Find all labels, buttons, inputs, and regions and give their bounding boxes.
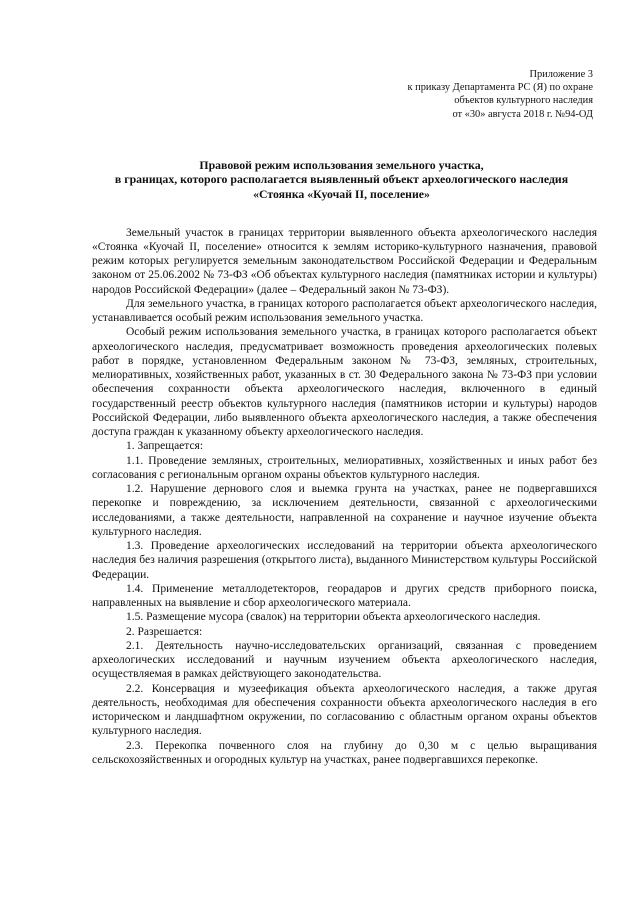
paragraph: 1. Запрещается: <box>126 440 204 453</box>
appendix-header <box>92 68 593 121</box>
paragraph: 2. Разрешается: <box>126 625 203 638</box>
paragraph: 1.5. Размещение мусора (свалок) на территории объекта археологического наследия. <box>126 611 541 624</box>
title-line: в границах, которого располагается выявленный объект археологического наследия <box>114 172 569 187</box>
paragraph: 1.4. Применение металлодетекторов, георадаров и других средств приборного поиска, направленных на выявление и сбор археологического материала. <box>92 582 597 610</box>
paragraph: 2.2. Консервация и музеефикация объекта археологического наследия, а также другая деятельность, необходимая для обеспечения сохранности объекта археологического наследия в его историческом и ландшафтном окружении, по согласованию с областным органом охраны объектов культурного наследия. <box>92 682 597 738</box>
paragraph: Особый режим использования земельного участка, в границах которого располагается объект археологического наследия, предусматривает возможность проведения археологических полевых работ в порядке, установленном Федеральным законом № 73-ФЗ, земляных, строительных, мелиоративных, хозяйственных работ, указанных в ст. 30 Федерального закона № 73-ФЗ при условии обеспечения сохранности объекта археологического наследия, включенного в единый государственный реестр объектов культурного наследия (памятников истории и культуры) народов Российской Федерации, либо выявленного объекта археологического наследия, а также обеспечения доступа граждан к указанному объекту археологического наследия. <box>92 326 597 439</box>
paragraph: 1.1. Проведение земляных, строительных, мелиоративных, хозяйственных и иных работ без согласования с региональным органом охраны объектов культурного наследия. <box>92 454 597 481</box>
title-line: «Стоянка «Куочай II, поселение» <box>253 187 430 201</box>
title-line: Правовой режим использования земельного участка, <box>199 157 484 172</box>
paragraph: 1.3. Проведение археологических исследований на территории объекта археологического наследия без наличия разрешения (открытого листа), выданного Министерством культуры Российской Федерации. <box>92 540 597 581</box>
appendix-line: к приказу Департамента РС (Я) по охране <box>407 82 593 94</box>
appendix-line: объектов культурного наследия <box>454 95 593 107</box>
document-title <box>86 158 597 202</box>
paragraph: Земельный участок в границах территории выявленного объекта археологического наследия «Стоянка «Куочай II, поселение» относится к землям историко-культурного назначения, правовой режим которых регулируется земельным законодательством Российской Федерации и Федеральным законом от 25.06.2002 № 73-ФЗ «Об объектах культурного наследия (памятниках истории и культуры) народов Российской Федерации» (далее – Федеральный закон № 73-ФЗ). <box>92 226 597 296</box>
paragraph: 1.2. Нарушение дернового слоя и выемка грунта на участках, ранее не подвергавшихся перекопке и повреждению, за исключением деятельности, связанной с археологическими исследованиями, а также деятельности, направленной на сохранение и научное изучение объекта культурного наследия. <box>92 483 597 538</box>
appendix-line: от «30» августа 2018 г. №94-ОД <box>452 108 593 120</box>
paragraph: 2.1. Деятельность научно-исследовательских организаций, связанная с проведением археологических исследований и научным изучением объекта археологического наследия, осуществляемая в рамках действующего законодательства. <box>92 639 597 681</box>
document-body <box>92 226 597 768</box>
paragraph: Для земельного участка, в границах которого располагается объект археологического наследия, устанавливается особый режим использования земельного участка. <box>92 297 597 325</box>
paragraph: 2.3. Перекопка почвенного слоя на глубину до 0,30 м с целью выращивания сельскохозяйственных и огородных культур на участках, ранее подвергавшихся перекопке. <box>92 739 597 766</box>
appendix-line: Приложение 3 <box>529 69 593 80</box>
